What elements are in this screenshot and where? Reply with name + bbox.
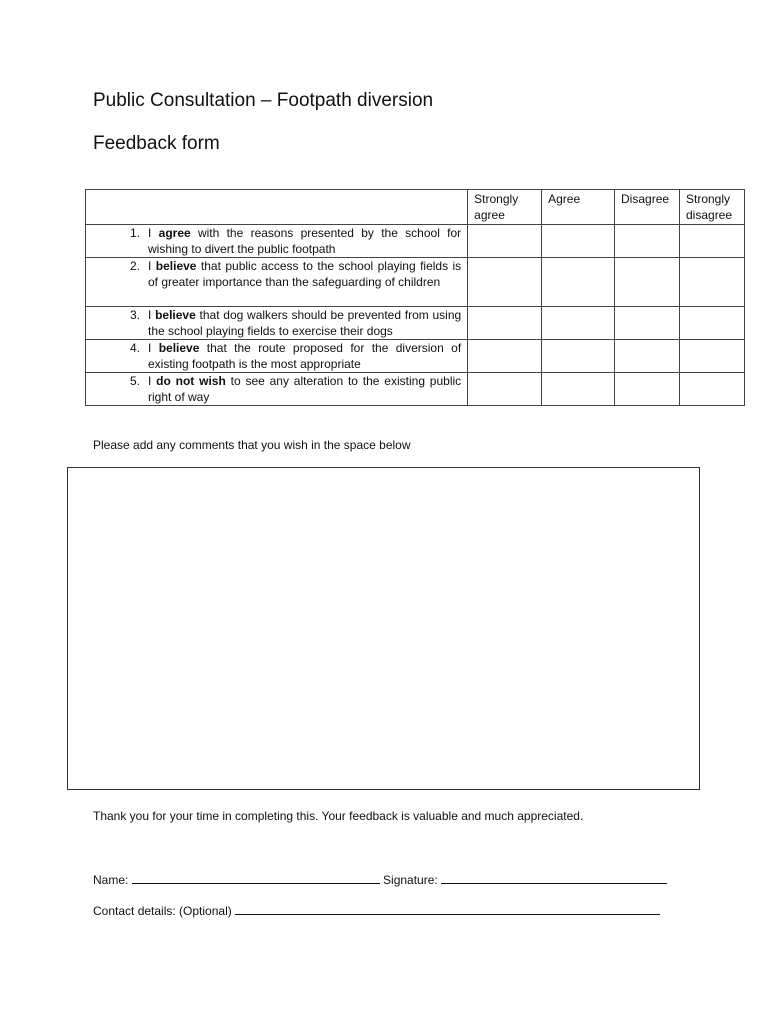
- contact-row: [93, 902, 660, 918]
- survey-header-row: [86, 190, 745, 225]
- statement-prefix: I: [148, 341, 159, 355]
- statement-emphasis: believe: [155, 308, 196, 322]
- response-cell-agree[interactable]: [542, 258, 615, 307]
- survey-row: [86, 225, 745, 258]
- statement-number: 5.: [129, 374, 140, 388]
- response-cell-strongly-agree[interactable]: [468, 373, 542, 406]
- statement-cell: [86, 373, 468, 406]
- statement-number: 2.: [129, 259, 140, 273]
- response-cell-agree[interactable]: [542, 340, 615, 373]
- statement-number: 1.: [129, 226, 140, 240]
- statement-prefix: I: [148, 259, 156, 273]
- statement-rest: that dog walkers should be prevented from using the school playing fields to exercise their dogs: [148, 308, 462, 338]
- statement-cell: [86, 307, 468, 340]
- statement-rest: with the reasons presented by the school for wishing to divert the public footpath: [148, 226, 462, 256]
- signature-label: Signature:: [383, 873, 438, 887]
- column-header-strongly-agree: Strongly agree: [468, 190, 542, 225]
- statement-cell: [86, 225, 468, 258]
- statement-prefix: I: [148, 226, 159, 240]
- statement-text: [148, 258, 461, 290]
- statement-emphasis: believe: [155, 259, 197, 273]
- column-header-agree: Agree: [542, 190, 615, 225]
- response-cell-disagree[interactable]: [615, 258, 680, 307]
- response-cell-strongly-disagree[interactable]: [680, 373, 745, 406]
- page-title: Public Consultation – Footpath diversion: [93, 90, 434, 111]
- statement-emphasis: agree: [158, 226, 191, 240]
- statement-column-header: [86, 190, 468, 225]
- comments-textarea[interactable]: [68, 468, 699, 789]
- response-cell-strongly-disagree[interactable]: [680, 340, 745, 373]
- response-cell-disagree[interactable]: [615, 307, 680, 340]
- statement-text: [148, 340, 461, 372]
- response-cell-agree[interactable]: [542, 373, 615, 406]
- thank-you-text: Thank you for your time in completing this. Your feedback is valuable and much appreciated.: [93, 809, 584, 823]
- statement-prefix: I: [148, 374, 157, 388]
- statement-cell: [86, 258, 468, 307]
- statement-number: 4.: [129, 341, 140, 355]
- response-cell-strongly-agree[interactable]: [468, 225, 542, 258]
- response-cell-strongly-disagree[interactable]: [680, 225, 745, 258]
- survey-row: [86, 373, 745, 406]
- signature-field[interactable]: [441, 871, 667, 884]
- survey-table: [85, 189, 745, 406]
- response-cell-strongly-agree[interactable]: [468, 340, 542, 373]
- contact-field[interactable]: [235, 902, 660, 915]
- statement-text: [148, 373, 461, 405]
- name-field[interactable]: [132, 871, 380, 884]
- response-cell-strongly-agree[interactable]: [468, 307, 542, 340]
- statement-text: [148, 225, 461, 257]
- statement-rest: that the route proposed for the diversion of existing footpath is the most appropriate: [148, 341, 462, 371]
- survey-row: [86, 258, 745, 307]
- response-cell-disagree[interactable]: [615, 340, 680, 373]
- name-label: Name:: [93, 873, 129, 887]
- comments-prompt: Please add any comments that you wish in the space below: [93, 438, 411, 452]
- statement-emphasis: believe: [158, 341, 200, 355]
- survey-row: [86, 340, 745, 373]
- contact-label: Contact details: (Optional): [93, 904, 232, 918]
- response-cell-agree[interactable]: [542, 307, 615, 340]
- column-header-strongly-disagree: Strongly disagree: [680, 190, 745, 225]
- statement-text: [148, 307, 461, 339]
- response-cell-agree[interactable]: [542, 225, 615, 258]
- response-cell-strongly-agree[interactable]: [468, 258, 542, 307]
- response-cell-strongly-disagree[interactable]: [680, 307, 745, 340]
- response-cell-strongly-disagree[interactable]: [680, 258, 745, 307]
- statement-prefix: I: [148, 308, 156, 322]
- column-header-disagree: Disagree: [615, 190, 680, 225]
- statement-number: 3.: [129, 308, 140, 322]
- statement-rest: to see any alteration to the existing public right of way: [148, 374, 462, 404]
- survey-row: [86, 307, 745, 340]
- response-cell-disagree[interactable]: [615, 225, 680, 258]
- response-cell-disagree[interactable]: [615, 373, 680, 406]
- statement-cell: [86, 340, 468, 373]
- statement-rest: that public access to the school playing fields is of greater importance than the safeguarding of children: [148, 259, 462, 289]
- name-signature-row: [93, 871, 667, 887]
- comments-box[interactable]: [67, 467, 700, 790]
- statement-emphasis: do not wish: [156, 374, 226, 388]
- page-subtitle: Feedback form: [93, 133, 220, 154]
